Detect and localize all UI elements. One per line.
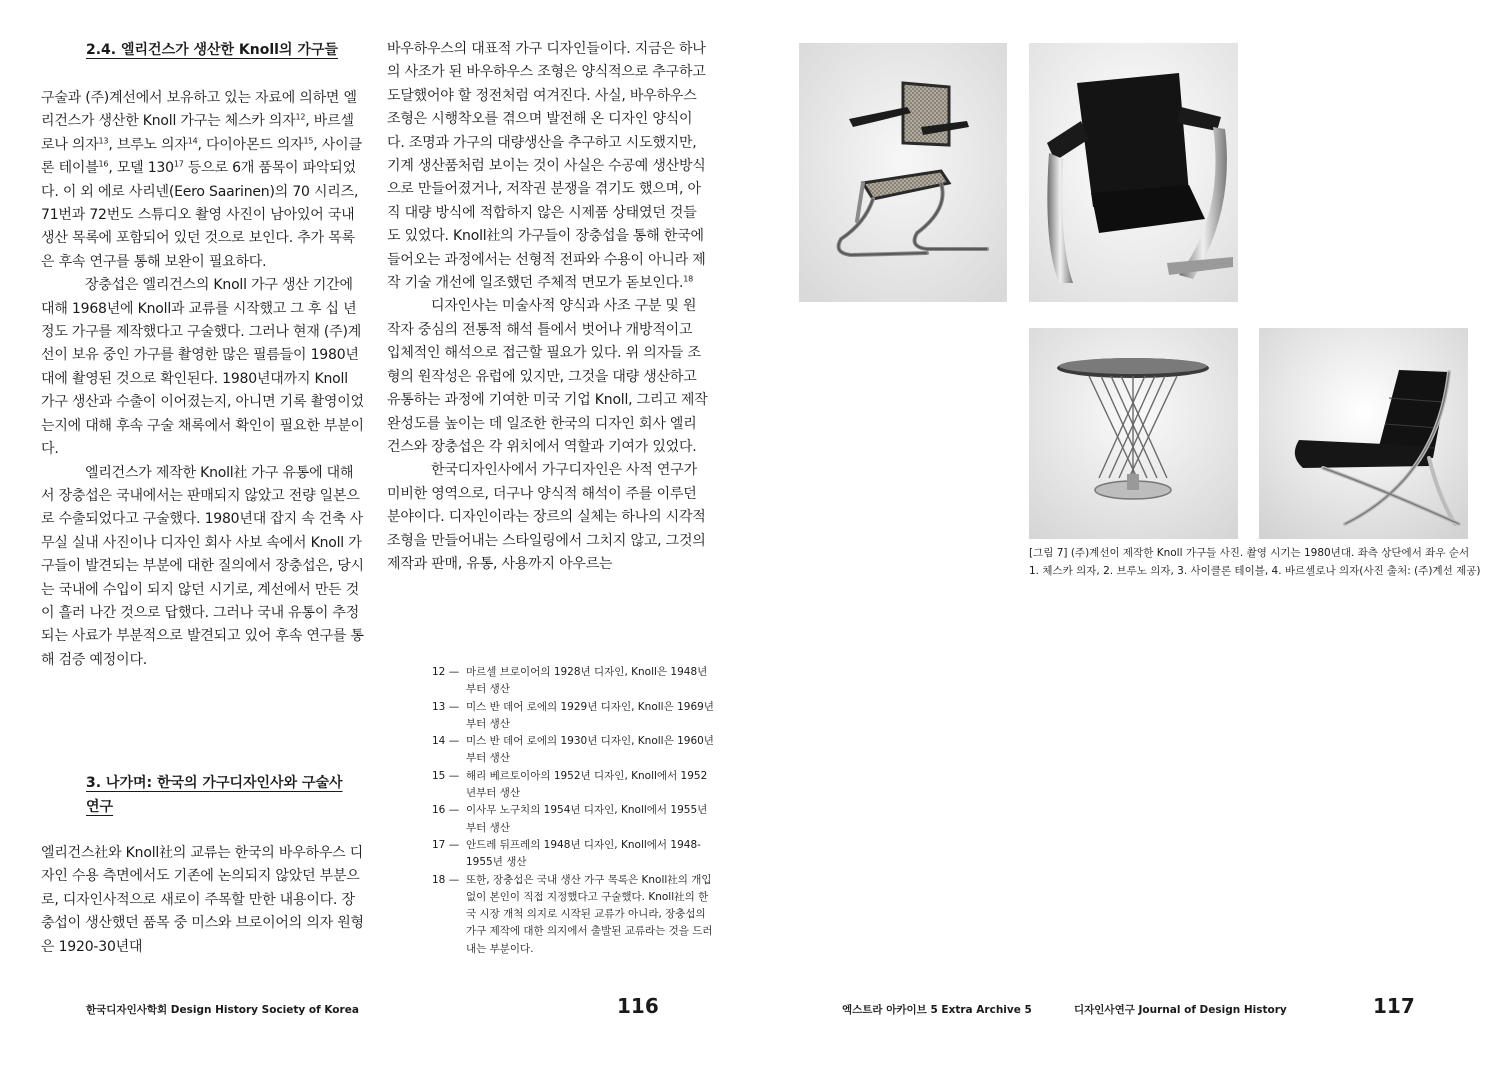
footnote-13: 13 — 미스 반 데어 로에의 1929년 디자인, Knoll은 1969년부터 생산 <box>432 700 714 730</box>
body-column-1 <box>41 87 365 672</box>
photo-brno-chair <box>1029 43 1238 302</box>
paragraph: 구술과 (주)계선에서 보유하고 있는 자료에 의하면 엘리건스가 생산한 Knoll 가구는 체스카 의자$^{12}$, 바르셀로나 의자$^{13}$, 브루노 의자$^{14}$, 다이아몬드 의자$^{15}$, 사이클론 테이블$^{16}$, 모델 $130^{17}$ 등으로 6개 품목이 파악되었다. 이 외 에로 사리넨(Eero Saarinen)의 70 시리즈, 71번과 72번도 스튜디오 촬영 사진이 남아있어 국내 생산 목록에 포함되어 있던 것으로 보인다. 추가 목록은 후속 연구를 통해 보완이 필요하다. <box>41 90 362 270</box>
photo-barcelona-chair <box>1259 328 1468 539</box>
cyclone-table-illustration <box>1029 328 1238 539</box>
footnotes <box>432 664 722 958</box>
figure-caption-line-1: [그림 7] (주)계선이 제작한 Knoll 가구들 사진. 촬영 시기는 1980년대. 좌측 상단에서 좌우 순서 <box>1029 547 1470 559</box>
section-heading-2-4: 2.4. 엘리건스가 생산한 Knoll의 가구들 <box>86 42 338 58</box>
footnote-16: 16 — 이사무 노구치의 1954년 디자인, Knoll에서 1955년부터 생산 <box>432 804 708 834</box>
footnote-12: 12 — 마르셀 브로이어의 1928년 디자인, Knoll은 1948년부터 생산 <box>432 666 708 696</box>
page-number-left: 116 <box>617 994 659 1018</box>
footer-series-name: 엑스트라 아카이브 5 Extra Archive 5 <box>842 1004 1032 1016</box>
photo-cesca-chair <box>799 43 1007 302</box>
body-column-1-continued <box>41 842 365 959</box>
paragraph: 장충섭은 엘리건스의 Knoll 가구 생산 기간에 대해 1968년에 Knoll과 교류를 시작했고 그 후 십 년 정도 가구를 제작했다고 구술했다. 그러나 현재 (주)계선이 보유 중인 가구를 촬영한 많은 필름들이 1980년대에 촬영된 것으로 확인된다. 1980년대까지 Knoll 가구 생산과 수출이 이어졌는지, 아니면 기록 촬영이었는지에 대해 후속 구술 채록에서 확인이 필요한 부분이다. <box>41 277 364 458</box>
page-number-right: 117 <box>1373 994 1415 1018</box>
footnote-18: 18 — 또한, 장충섭은 국내 생산 가구 목록은 Knoll社의 개입 없이 본인이 직접 지정했다고 구술했다. Knoll社의 한국 시장 개척 의지로 시작된 교류가 아니라, 장충섭의 가구 제작에 대한 의지에서 출발된 교류라는 것을 드러내는 부분이다. <box>432 873 713 955</box>
barcelona-chair-illustration <box>1259 328 1468 539</box>
paragraph: 바우하우스의 대표적 가구 디자인들이다. 지금은 하나의 사조가 된 바우하우스 조형은 양식적으로 추구하고 도달했어야 할 정전처럼 여겨진다. 사실, 바우하우스 조형은 시행착오를 겪으며 발전해 온 디자인 양식이다. 조명과 가구의 대량생산을 추구하고 시도했지만, 기계 생산품처럼 보이는 것이 사실은 수공예 생산방식으로 만들어졌거나, 저작권 분쟁을 겪기도 했으며, 아직 대량 방식에 적합하지 않은 시제품 상태였던 것들도 있었다. Knoll社의 가구들이 장충섭을 통해 한국에 들어오는 과정에서는 선형적 전파와 수용이 아니라 제작 기술 개선에 일조했던 주체적 면모가 돋보인다.$^{18}$ <box>387 41 706 292</box>
figure-caption <box>1029 544 1499 580</box>
paragraph: 엘리건스가 제작한 Knoll社 가구 유통에 대해서 장충섭은 국내에서는 판매되지 않았고 전량 일본으로 수출되었다고 구술했다. 1980년대 잡지 속 건축 사무실 실내 사진이나 디자인 회사 사보 속에서 Knoll 가구들이 발견되는 부분에 대한 질의에서 장충섭은, 당시는 국내에 수입이 되지 않던 시기로, 계선에서 만든 것이 흘러 나간 것으로 답했다. 그러나 국내 유통이 추정되는 사료가 부분적으로 발견되고 있어 후속 연구를 통해 검증 예정이다. <box>41 464 364 668</box>
footnote-17: 17 — 안드레 뒤프레의 1948년 디자인, Knoll에서 1948-1955년 생산 <box>432 838 701 869</box>
figure-caption-line-2: 1. 체스카 의자, 2. 브루노 의자, 3. 사이클론 테이블, 4. 바르셀로나 의자(사진 출처: (주)계선 제공) <box>1029 565 1481 577</box>
footnote-14: 14 — 미스 반 데어 로에의 1930년 디자인, Knoll은 1960년부터 생산 <box>432 735 714 765</box>
photo-cyclone-table <box>1029 328 1238 539</box>
footer-society-name: 한국디자인사학회 Design History Society of Korea <box>86 1004 359 1016</box>
paragraph: 엘리건스社와 Knoll社의 교류는 한국의 바우하우스 디자인 수용 측면에서도 기존에 논의되지 않았던 부분으로, 디자인사적으로 새로이 주목할 만한 내용이다. 장충섭이 생산했던 품목 중 미스와 브로이어의 의자 원형은 1920-30년대 <box>41 845 364 955</box>
body-column-2 <box>387 38 709 576</box>
brno-chair-illustration <box>1029 43 1238 302</box>
footnote-15: 15 — 해리 베르토이아의 1952년 디자인, Knoll에서 1952년부터 생산 <box>432 769 708 800</box>
paragraph: 디자인사는 미술사적 양식과 사조 구분 및 원작자 중심의 전통적 해석 틀에서 벗어나 개방적이고 입체적인 해석으로 접근할 필요가 있다. 위 의자들 조형의 원작성은 유럽에 있지만, 그것을 대량 생산하고 유통하는 과정에 기여한 미국 기업 Knoll, 그리고 제작 완성도를 높이는 데 일조한 한국의 디자인 회사 엘리건스와 장충섭은 각 위치에서 역할과 기여가 있었다. <box>387 298 708 455</box>
cesca-chair-illustration <box>799 43 1007 302</box>
paragraph: 한국디자인사에서 가구디자인은 사적 연구가 미비한 영역으로, 더구나 양식적 해석이 주를 이루던 분야이다. 디자인이라는 장르의 실체는 하나의 시각적 조형을 만들어내는 스타일링에서 그치지 않고, 그것의 제작과 판매, 유통, 사용까지 아우르는 <box>387 462 706 572</box>
footer-journal-name: 디자인사연구 Journal of Design History <box>1074 1004 1287 1016</box>
section-heading-3: 3. 나가며: 한국의 가구디자인사와 구술사 연구 <box>86 775 343 815</box>
